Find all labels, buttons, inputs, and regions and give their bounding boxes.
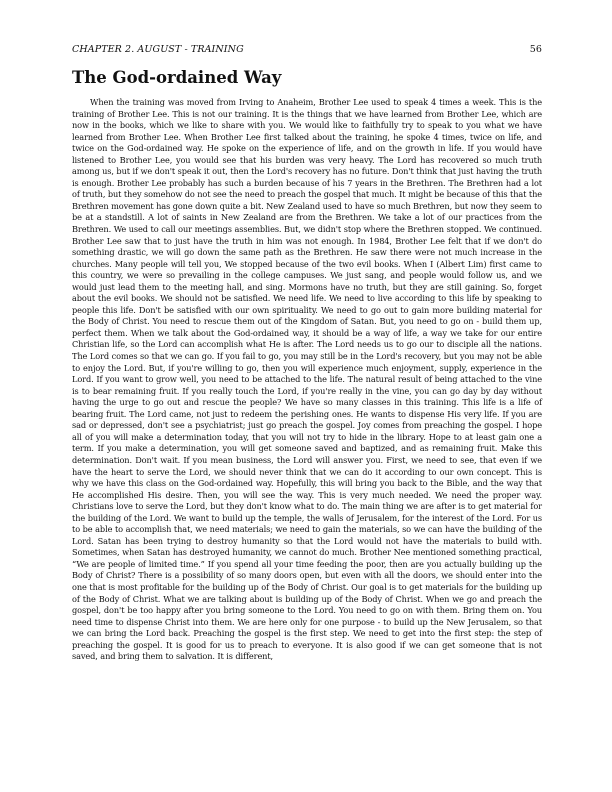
body-paragraph: When the training was moved from Irving to Anaheim, Brother Lee used to speak 4 times a week. This is the training of Brother Lee. This is not our training. It is the things that we have learned from Brother Lee, which are now in the books, which we like to share with you. We would like to faithfully try to speak to you what we have learned from Brother Lee. When Brother Lee first talked about the training, he spoke 4 times, twice on life, and twice on the God-ordained way. He spoke on the experience of life, and on the growth in life. If you would have listened to Brother Lee, you would see that his burden was very heavy. The Lord has recovered so much truth among us, but if we don't speak it out, then the Lord's recovery has no future. Don't think that just having the truth is enough. Brother Lee probably has such a burden because of his 7 years in the Brethren. The Brethren had a lot of truth, but they somehow do not see the need to preach the gospel that much. It might be because of this that the Brethren movement has gone down quite a bit. New Zealand used to have so much Brethren, but now they seem to be at a standstill. A lot of saints in New Zealand are from the Brethren. We take a lot of our practices from the Brethren. We used to call our meetings assemblies. But, we didn't stop where the Brethren stopped. We continued. Brother Lee saw that to just have the truth in him was not enough. In 1984, Brother Lee felt that if we don't do something drastic, we will go down the same path as the Brethren. He saw there were not much increase in the churches. Many people will tell you, We stopped because of the two evil books. When I (Albert Lim) first came to this country, we were so prevailing in the college campuses. We just sang, and people would follow us, and we would just lead them to the meeting hall, and sing. Mormons have no truth, but they are still gaining. So, forget about the evil books. We should not be satisfied. We need life. We need to live according to this life by speaking to people this life. Don't be satisfied with our own spirituality. We need to go out to gain more building material for the Body of Christ. You need to rescue them out of the Kingdom of Satan. But, you need to go on - build them up, perfect them. When we talk about the God-ordained way, it should be a way of life, a way we take for our entire Christian life, so the Lord can accomplish what He is after. The Lord needs us to go our to disciple all the nations. The Lord comes so that we can go. If you fail to go, you may still be in the Lord's recovery, but you may not be able to enjoy the Lord. But, if you're willing to go, then you will experience much enjoyment, supply, experience in the Lord. If you want to grow well, you need to be attached to the life. The natural result of being attached to the vine is to bear remaining fruit. If you really touch the Lord, if you're really in the vine, you can go day by day without having the urge to go out and rescue the people? We have so many classes in this training. This life is a life of bearing fruit. The Lord came, not just to redeem the perishing ones. He wants to dispense His very life. If you are sad or depressed, don't see a psychiatrist; just go preach the gospel. Joy comes from preaching the gospel. I hope all of you will make a determination today, that you will not try to hide in the library. Hope to at least gain one a term. If you make a determination, you will get someone saved and baptized, and as remaining fruit. Make this determination. Don't wait. If you mean business, the Lord will answer you. First, we need to see, that even if we have the heart to serve the Lord, we should never think that we can do it according to our own concept. This is why we have this class on the God-ordained way. Hopefully, this will bring you back to the Bible, and the way that He accomplished His desire. Then, you will see the way. This is very much needed. We need the proper way. Christians love to serve the Lord, but they don't know what to do. The main thing we are after is to get material for the building of the Lord. We want to build up the temple, the walls of Jerusalem, for the interest of the Lord. For us to be able to accomplish that, we need materials; we need to gain the materials, so we can have the building of the Lord. Satan has been trying to destroy humanity so that the Lord would not have the materials to build with. Sometimes, when Satan has destroyed humanity, we cannot do much. Brother Nee mentioned something practical, “We are people of limited time.” If you spend all your time feeding the poor, then are you actually building up the Body of Christ? There is a possibility of so many doors open, but even with all the doors, we should enter into the one that is most profitable for the building up of the Body of Christ. Our goal is to get materials for the building up of the Body of Christ. What we are talking about is building up of the Body of Christ. When we go and preach the gospel, don't be too happy after you bring someone to the Lord. You need to go on with them. Bring them on. You need time to dispense Christ into them. We are here only for one purpose - to build up the New Jerusalem, so that we can bring the Lord back. Preaching the gospel is the first step. We need to get into the first step: the step of preaching the gospel. It is good for us to preach to everyone. It is also good if we can get someone that is not saved, and bring them to salvation. It is different, [72, 97, 542, 662]
section-title: The God-ordained Way [72, 68, 282, 87]
running-header [72, 44, 542, 58]
chapter-heading: CHAPTER 2. AUGUST - TRAINING [72, 44, 244, 55]
page-number: 56 [529, 44, 542, 55]
